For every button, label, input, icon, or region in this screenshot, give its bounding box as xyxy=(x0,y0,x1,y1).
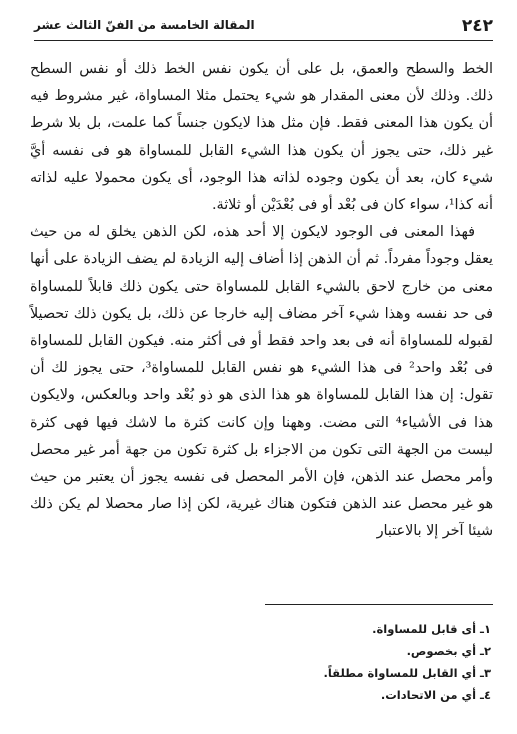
footnote: ١ـ أى قابل للمساواة. xyxy=(372,622,491,636)
footnote: ٣ـ أي القابل للمساواة مطلقاً. xyxy=(323,666,491,680)
running-title: المقالة الخامسة من الفنّ الثالث عشر xyxy=(34,18,255,32)
paragraph: الخط والسطح والعمق، بل على أن يكون نفس الخط ذلك أو نفس السطح ذلك. وذلك لأن معنى المقدار هو شيء يحتمل مثلا المساواة، غير مشروط فيه أن يكون هذا المعنى فقط. فإن مثل هذا لايكون جنساً كما علمت، بل بلا شرط غير ذلك، حتى يجوز أن يكون هذا الشيء القابل للمساواة هو فى نفسه أيَّ شيء كان، بعد أن يكون وجوده لذاته هذا الوجود، أى يكون محمولا عليه لذاته أنه كذا¹، سواء كان فى بُعْد أو فى بُعْدَيْن أو ثلاثة. xyxy=(30,61,493,214)
paragraph: فهذا المعنى فى الوجود لايكون إلا أحد هذه، لكن الذهن يخلق له من حيث يعقل وجوداً مفرداً. ثم أن الذهن إذا أضاف إليه الزيادة لم يضف الزيادة على أنها معنى من خارج لاحق بالشيء القابل للمساواة حتى يكون ذلك قابلاً للمساواة فى حد نفسه وهذا شيء آخر مضاف إليه خارجا عن ذلك، بل يكون ذلك تحصيلاً لقبوله للمساواة أنه فى بعد واحد فقط أو فى أكثر منه. فيكون القابل للمساواة فى بُعْد واحد² فى هذا الشيء هو نفس القابل للمساواة³، حتى يجوز لك أن تقول: إن هذا القابل للمساواة هو هذا الذى هو ذو بُعْد واحد وبالعكس، ولايكون هذا فى الأشياء⁴ التى مضت. وههنا وإن كانت كثرة ما لاشك فيها فهى كثرة ليست من الجهة التى تكون من الاجزاء بل كثرة تكون من جهة أمر غير محصل وأمر محصل عند الذهن، فإن الأمر المحصل فى نفسه يجوز أن يعتبر من حيث هو غير محصل عند الذهن فتكون هناك غيرية، لكن إذا صار محصلا لم يكن ذلك شيئا آخر إلا بالاعتبار xyxy=(30,224,493,540)
footnote-divider xyxy=(265,604,493,605)
page-header xyxy=(34,14,493,40)
footnotes xyxy=(30,618,491,706)
header-divider xyxy=(34,40,493,41)
page-number: ٢٤٢ xyxy=(461,16,493,36)
main-text xyxy=(30,56,493,546)
footnote: ٤ـ أي من الاتحادات. xyxy=(380,688,491,702)
footnote: ٢ـ أي بخصوص. xyxy=(406,644,491,658)
